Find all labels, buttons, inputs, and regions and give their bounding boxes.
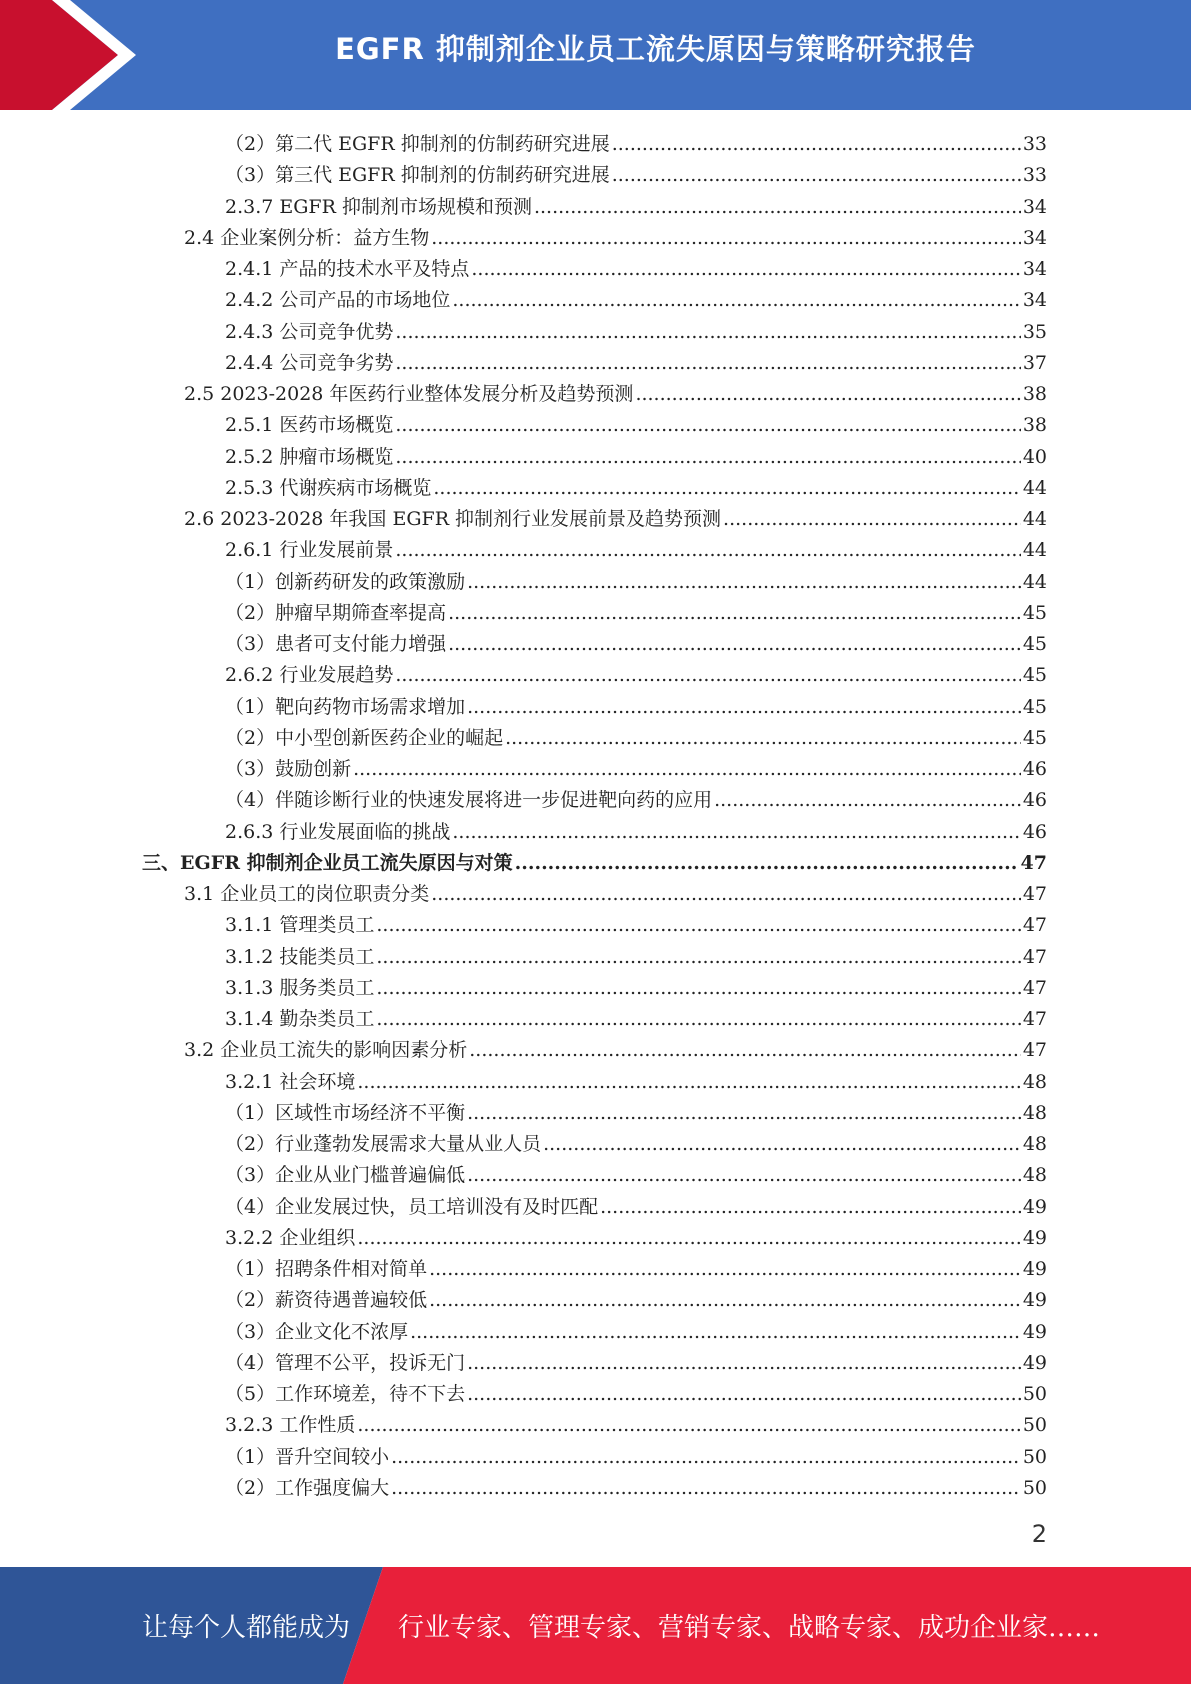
toc-entry-page: 47 (1022, 1039, 1047, 1062)
toc-leader-dots (600, 1195, 1021, 1219)
toc-entry-page: 50 (1022, 1476, 1047, 1499)
toc-entry[interactable] (225, 1125, 1047, 1156)
toc-leader-dots (452, 288, 1020, 312)
toc-leader-dots (448, 632, 1021, 656)
toc-entry-label: （2）薪资待遇普遍较低 (225, 1289, 428, 1312)
toc-leader-dots (376, 976, 1020, 1000)
toc-leader-dots (357, 1413, 1020, 1437)
toc-entry-page: 49 (1022, 1351, 1047, 1374)
toc-entry-page: 49 (1022, 1258, 1047, 1280)
toc-leader-dots (467, 1382, 1021, 1406)
toc-leader-dots (395, 320, 1020, 344)
toc-entry-label: 三、EGFR 抑制剂企业员工流失原因与对策 (142, 851, 513, 874)
toc-entry[interactable] (225, 344, 1047, 375)
toc-entry-page: 46 (1022, 789, 1047, 812)
footer-slogan: 让每个人都能成为 (142, 1613, 351, 1643)
toc-entry-label: 3.1.1 管理类员工 (225, 914, 375, 937)
toc-leader-dots (612, 163, 1021, 187)
toc-entry-page: 49 (1022, 1289, 1047, 1312)
toc-entry-label: （1）招聘条件相对简单 (225, 1258, 428, 1280)
toc-entry-page: 33 (1022, 133, 1047, 155)
toc-entry-label: 2.4.2 公司产品的市场地位 (225, 289, 451, 312)
toc-leader-dots (431, 226, 1021, 250)
toc-leader-dots (429, 1257, 1021, 1281)
toc-leader-dots (469, 1038, 1021, 1062)
toc-entry-label: 3.2.1 社会环境 (225, 1070, 356, 1093)
toc-entry-page: 44 (1022, 539, 1047, 562)
toc-entry-page: 40 (1022, 445, 1047, 468)
toc-entry-label: 2.4.3 公司竞争优势 (225, 320, 394, 343)
toc-entry[interactable] (225, 969, 1047, 1000)
toc-entry-page: 45 (1022, 633, 1047, 655)
toc-entry-label: （1）晋升空间较小 (225, 1445, 390, 1468)
toc-leader-dots (515, 851, 1019, 875)
toc-entry-page: 38 (1022, 383, 1047, 405)
toc-entry-label: 2.5.2 肿瘤市场概览 (225, 445, 394, 468)
toc-leader-dots (467, 1351, 1021, 1375)
toc-entry-page: 45 (1022, 601, 1047, 624)
toc-entry-page: 48 (1022, 1133, 1047, 1155)
toc-leader-dots (376, 1007, 1020, 1031)
toc-entry-label: 2.5.1 医药市场概览 (225, 414, 394, 437)
toc-leader-dots (467, 1101, 1021, 1125)
toc-entry[interactable] (225, 1156, 1047, 1187)
toc-entry-label: 2.6.2 行业发展趋势 (225, 664, 394, 687)
toc-entry-page: 45 (1022, 664, 1047, 687)
toc-entry[interactable] (225, 1281, 1047, 1312)
toc-entry[interactable] (225, 125, 1047, 156)
toc-leader-dots (505, 726, 1021, 750)
toc-entry-page: 47 (1020, 851, 1047, 874)
toc-entry[interactable] (225, 1375, 1047, 1406)
toc-entry[interactable] (225, 938, 1047, 969)
toc-entry-label: （3）企业从业门槛普遍偏低 (225, 1164, 466, 1187)
toc-entry-label: （2）肿瘤早期筛查率提高 (225, 601, 447, 624)
toc-entry[interactable] (225, 313, 1047, 344)
toc-leader-dots (635, 382, 1020, 406)
toc-entry-label: （5）工作环境差，待不下去 (225, 1383, 466, 1405)
toc-entry[interactable] (184, 500, 1047, 531)
toc-leader-dots (391, 1476, 1021, 1500)
toc-entry[interactable] (225, 750, 1047, 781)
toc-entry-label: 2.5.3 代谢疾病市场概览 (225, 476, 432, 499)
toc-entry-page: 34 (1022, 195, 1047, 218)
toc-entry-page: 50 (1022, 1414, 1047, 1437)
toc-entry-label: 2.4.4 公司竞争劣势 (225, 351, 394, 374)
toc-leader-dots (433, 476, 1020, 500)
page-number: 2 (1031, 1520, 1047, 1548)
toc-entry-page: 50 (1022, 1445, 1047, 1468)
toc-leader-dots (429, 1288, 1021, 1312)
page-footer (0, 1567, 1191, 1684)
toc-entry[interactable] (225, 594, 1047, 625)
toc-entry-label: 3.1.4 勤杂类员工 (225, 1008, 375, 1030)
toc-entry[interactable] (225, 719, 1047, 750)
toc-leader-dots (395, 663, 1020, 687)
toc-entry-page: 48 (1022, 1164, 1047, 1187)
toc-entry[interactable] (184, 375, 1047, 406)
toc-entry-label: （1）创新药研发的政策激励 (225, 570, 466, 593)
toc-entry-label: （4）伴随诊断行业的快速发展将进一步促进靶向药的应用 (225, 789, 713, 812)
toc-entry[interactable] (225, 563, 1047, 594)
toc-entry-page: 34 (1022, 258, 1047, 280)
toc-entry-page: 34 (1022, 226, 1047, 249)
toc-entry[interactable] (225, 688, 1047, 719)
toc-entry[interactable] (225, 1000, 1047, 1031)
toc-entry-page: 47 (1022, 1008, 1047, 1030)
toc-leader-dots (395, 413, 1020, 437)
toc-leader-dots (467, 1163, 1021, 1187)
toc-entry[interactable] (225, 906, 1047, 937)
toc-entry[interactable] (225, 781, 1047, 812)
toc-entry-page: 44 (1022, 570, 1047, 593)
toc-entry-page: 47 (1022, 945, 1047, 968)
toc-entry[interactable] (225, 1094, 1047, 1125)
toc-leader-dots (543, 1132, 1021, 1156)
toc-leader-dots (410, 1320, 1021, 1344)
toc-entry[interactable] (225, 1438, 1047, 1469)
toc-leader-dots (467, 570, 1021, 594)
toc-entry-label: （4）管理不公平，投诉无门 (225, 1351, 466, 1374)
toc-entry-label: （2）行业蓬勃发展需求大量从业人员 (225, 1133, 542, 1155)
toc-leader-dots (353, 757, 1021, 781)
toc-entry-label: （2）中小型创新医药企业的崛起 (225, 726, 504, 749)
toc-entry-label: （2）工作强度偏大 (225, 1476, 390, 1499)
toc-entry-label: （3）鼓励创新 (225, 758, 352, 780)
toc-entry-page: 50 (1022, 1383, 1047, 1405)
toc-entry-label: （1）靶向药物市场需求增加 (225, 695, 466, 718)
toc-entry[interactable] (225, 813, 1047, 844)
toc-entry[interactable] (225, 1344, 1047, 1375)
toc-entry-page: 47 (1022, 883, 1047, 905)
toc-entry[interactable] (225, 1188, 1047, 1219)
toc-entry-label: （3）第三代 EGFR 抑制剂的仿制药研究进展 (225, 164, 610, 187)
toc-entry-page: 33 (1022, 164, 1047, 187)
toc-entry-page: 48 (1022, 1101, 1047, 1124)
toc-leader-dots (534, 195, 1021, 219)
toc-entry-page: 44 (1022, 508, 1047, 530)
toc-entry-label: 2.5 2023-2028 年医药行业整体发展分析及趋势预测 (184, 383, 634, 405)
toc-entry-page: 37 (1022, 351, 1047, 374)
toc-entry-label: 3.2 企业员工流失的影响因素分析 (184, 1039, 468, 1062)
toc-entry[interactable] (225, 406, 1047, 437)
toc-entry-page: 34 (1022, 289, 1047, 312)
toc-entry[interactable] (184, 875, 1047, 906)
toc-entry-label: 3.2.2 企业组织 (225, 1226, 356, 1249)
toc-entry-label: 2.3.7 EGFR 抑制剂市场规模和预测 (225, 195, 532, 218)
toc-entry[interactable] (225, 1406, 1047, 1437)
toc-leader-dots (452, 820, 1020, 844)
toc-leader-dots (714, 788, 1021, 812)
toc-entry[interactable] (225, 1250, 1047, 1281)
toc-entry-page: 48 (1022, 1070, 1047, 1093)
toc-entry-label: 2.6.1 行业发展前景 (225, 539, 394, 562)
toc-entry[interactable] (225, 1219, 1047, 1250)
toc-leader-dots (395, 351, 1020, 375)
page-header (0, 0, 1191, 110)
toc-entry-label: （4）企业发展过快，员工培训没有及时匹配 (225, 1195, 599, 1218)
toc-leader-dots (391, 1445, 1021, 1469)
toc-entry-label: 3.1.3 服务类员工 (225, 976, 375, 999)
toc-entry[interactable] (225, 250, 1047, 281)
toc-entry[interactable] (225, 469, 1047, 500)
toc-entry[interactable] (225, 1469, 1047, 1500)
toc-entry-page: 46 (1022, 758, 1047, 780)
toc-leader-dots (467, 695, 1021, 719)
toc-leader-dots (376, 913, 1020, 937)
toc-entry[interactable] (225, 1063, 1047, 1094)
toc-entry-label: （2）第二代 EGFR 抑制剂的仿制药研究进展 (225, 133, 610, 155)
toc-entry[interactable] (184, 219, 1047, 250)
toc-leader-dots (357, 1070, 1020, 1094)
toc-entry-page: 44 (1022, 476, 1047, 499)
toc-entry-page: 49 (1022, 1226, 1047, 1249)
toc-entry[interactable] (225, 1313, 1047, 1344)
toc-leader-dots (431, 882, 1021, 906)
toc-entry-page: 45 (1022, 726, 1047, 749)
toc-leader-dots (395, 445, 1020, 469)
toc-entry-label: 2.4.1 产品的技术水平及特点 (225, 258, 470, 280)
toc-entry-page: 38 (1022, 414, 1047, 437)
toc-leader-dots (448, 601, 1021, 625)
toc-leader-dots (612, 132, 1021, 156)
toc-leader-dots (357, 1226, 1020, 1250)
toc-entry[interactable] (225, 156, 1047, 187)
toc-entry-label: （3）企业文化不浓厚 (225, 1320, 409, 1343)
toc-entry-label: 3.1.2 技能类员工 (225, 945, 375, 968)
toc-entry-label: （3）患者可支付能力增强 (225, 633, 447, 655)
toc-entry-label: （1）区域性市场经济不平衡 (225, 1101, 466, 1124)
toc-entry-page: 47 (1022, 914, 1047, 937)
toc-entry-page: 35 (1022, 320, 1047, 343)
toc-entry-page: 46 (1022, 820, 1047, 843)
toc-entry-page: 49 (1022, 1195, 1047, 1218)
toc-entry-label: 2.6.3 行业发展面临的挑战 (225, 820, 451, 843)
toc-entry[interactable] (225, 531, 1047, 562)
toc-entry-label: 3.1 企业员工的岗位职责分类 (184, 883, 430, 905)
toc-entry[interactable] (142, 844, 1047, 875)
toc-entry-label: 2.4 企业案例分析：益方生物 (184, 226, 430, 249)
toc-entry-label: 2.6 2023-2028 年我国 EGFR 抑制剂行业发展前景及趋势预测 (184, 508, 722, 530)
report-title: EGFR 抑制剂企业员工流失原因与策略研究报告 (335, 32, 976, 66)
footer-expert-list: 行业专家、管理专家、营销专家、战略专家、成功企业家…… (398, 1613, 1101, 1643)
toc-entry-label: 3.2.3 工作性质 (225, 1414, 356, 1437)
toc-leader-dots (376, 945, 1020, 969)
toc-leader-dots (723, 507, 1021, 531)
toc-entry-page: 45 (1022, 695, 1047, 718)
toc-entry[interactable] (225, 656, 1047, 687)
toc-entry[interactable] (184, 1031, 1047, 1062)
toc-entry[interactable] (225, 281, 1047, 312)
toc-leader-dots (471, 257, 1020, 281)
toc-entry[interactable] (225, 438, 1047, 469)
toc-entry[interactable] (225, 188, 1047, 219)
toc-entry[interactable] (225, 625, 1047, 656)
toc-entry-page: 47 (1022, 976, 1047, 999)
toc-leader-dots (395, 538, 1020, 562)
toc-entry-page: 49 (1022, 1320, 1047, 1343)
